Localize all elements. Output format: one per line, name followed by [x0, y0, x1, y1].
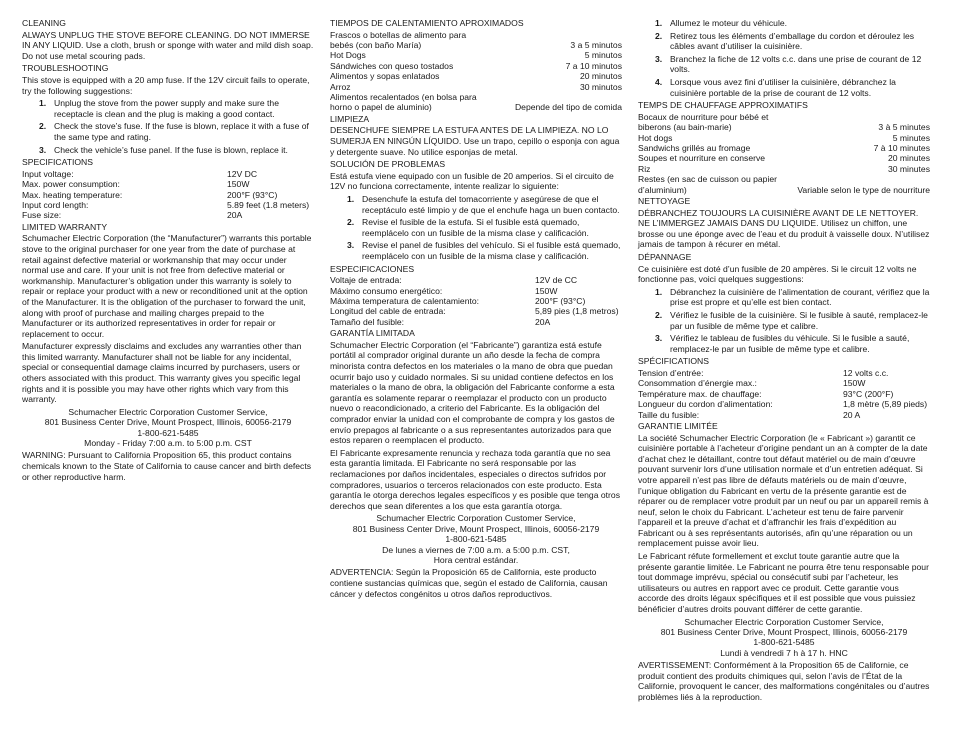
heating-time: 5 minutos [584, 50, 622, 61]
heating-time: 30 minutes [887, 163, 930, 174]
customer-service-block [638, 617, 930, 659]
spec-value: 12V DC [227, 168, 258, 179]
spec-label: Max. heating temperature: [22, 189, 123, 200]
table-row [638, 164, 930, 174]
step-text: Allumez le moteur du véhicule. [670, 18, 788, 28]
table-row [638, 368, 930, 378]
heating-time: 20 minutos [579, 71, 622, 82]
spec-label: Max. power consumption: [22, 179, 120, 190]
spec-label: Máximo consumo energético: [330, 285, 443, 296]
heating-times-heading: TIEMPOS DE CALENTAMIENTO APROXIMADOS [330, 18, 524, 28]
step-text: Check the vehicle’s fuse panel. If the fuse is blown, replace it. [54, 144, 288, 155]
step-text: Check the stove’s fuse. If the fuse is blown, replace it with a fuse of the same type and rating. [54, 121, 309, 142]
table-row [22, 210, 314, 220]
spec-value: 200°F (93°C) [227, 189, 278, 200]
spec-value: 12 volts c.c. [843, 367, 889, 378]
heating-time: 7 à 10 minutes [873, 142, 930, 153]
food-item: Alimentos y sopas enlatados [330, 71, 440, 82]
spec-value: 150W [227, 179, 250, 190]
heating-time: 3 à 5 minutes [878, 122, 930, 133]
heating-times-table [638, 112, 930, 195]
table-row [330, 286, 622, 296]
spec-label: Taille du fusible: [638, 409, 700, 420]
food-item: Frascos o botellas de alimento para bebés (con baño María) [330, 29, 467, 50]
company-phone: 1-800-621-5485 [137, 427, 199, 438]
troubleshooting-intro: This stove is equipped with a 20 amp fuse. If the 12V circuit fails to operate, try the following suggestions: [22, 74, 310, 96]
list-item [638, 31, 930, 52]
step-number: 1. [39, 98, 47, 109]
spec-label: Température max. de chauffage: [638, 388, 762, 399]
step-number: 1. [655, 18, 663, 28]
business-hours: Lundi à vendredi 7 h à 17 h. HNC [720, 647, 848, 658]
company-address: 801 Business Center Drive, Mount Prospect, Illinois, 60056-2179 [44, 417, 292, 428]
business-hours: De lunes a viernes de 7:00 a.m. a 5:00 p.m. CST, [382, 544, 570, 555]
spec-value: 93°C (200°F) [843, 388, 894, 399]
warranty-disclaimer: Le Fabricant réfute formellement et exclut toute garantie autre que la présente garantie limitée. Le Fabricant ne pourra être tenu responsable pour tout dommage imprévu, spécial ou consécutif subi par l’acheteur, les utilisateurs ou autres en rapport avec ce produit. Cette garantie vous accorde des droits légaux spécifiques et il est possible que vous puissiez bénéficier d’autres droits pouvant différer de cette garantie. [638, 551, 929, 615]
spec-value: 20 A [843, 409, 861, 420]
list-item [22, 98, 314, 119]
customer-service-block [330, 513, 622, 565]
table-row [330, 71, 622, 81]
spec-value: 1,8 mètre (5,89 pieds) [843, 399, 928, 410]
cleaning-text: DÉBRANCHEZ TOUJOURS LA CUISINIÈRE AVANT DE LE NETTOYER. NE L’IMMERGEZ JAMAIS DANS DU LIQUIDE. Utilisez un chiffon, une brosse ou une éponge avec de l’eau et du produit à vaisselle doux. N’utilisez jamais de tampon à récurer en métal. [638, 207, 930, 250]
list-item [638, 333, 930, 354]
spec-value: 150W [535, 285, 558, 296]
food-item: Bocaux de nourriture pour bébé et biberons (au bain-marie) [638, 111, 769, 133]
table-row [638, 378, 930, 388]
food-item: Alimentos recalentados (en bolsa para horno o papel de aluminio) [330, 92, 477, 113]
specifications-table [330, 275, 622, 327]
table-row [638, 133, 930, 143]
step-number: 1. [655, 286, 663, 297]
step-number: 2. [655, 309, 663, 320]
step-text: Lorsque vous avez fini d’utiliser la cuisinière, débranchez la cuisinière portable de la prise de courant de 12 volts. [670, 76, 896, 98]
food-item: Restes (en sac de cuisson ou papier d’aluminium) [638, 174, 778, 195]
step-number: 2. [39, 121, 47, 132]
troubleshooting-list [638, 287, 930, 355]
warranty-paragraph: Schumacher Electric Corporation (the “Manufacturer”) warrants this portable stove to the original purchaser for one year from the date of purchase at retail against defective material or workmanship that may occur under normal use and care. If your unit is not free from defective material or workmanship. Manufacturer’s obligation under this warranty is solely to repair or replace your product with a new or reconditioned unit at the option of the Manufacturer. It is the obligation of the purchaser to forward the unit, along with proof of purchase and mailing charges prepaid to the Manufacturer or its authorized representatives in order for repair or replacement to occur. [22, 233, 312, 339]
step-text: Desenchufe la estufa del tomacorriente y asegúrese de que el receptáculo esté limpio y de que el enchufe haga un buen contacto. [362, 194, 620, 215]
cleaning-heading: LIMPIEZA [330, 113, 370, 124]
list-item [330, 240, 622, 261]
step-number: 2. [347, 217, 355, 228]
spec-value: 200°F (93°C) [535, 295, 586, 306]
table-row [22, 169, 314, 179]
warranty-heading: GARANTIE LIMITÉE [638, 420, 718, 431]
step-number: 3. [655, 333, 663, 344]
prop65-warning: AVERTISSEMENT: Conformément à la Proposition 65 de Californie, ce produit contient des produits chimiques qui, selon l’avis de l’État de la Californie, provoquent le cancer, des malformations congénitales ou d’autres problèmes liés à la reproduction. [638, 660, 930, 703]
food-item: Arroz [330, 81, 351, 92]
company-address: 801 Business Center Drive, Mount Prospect, Illinois, 60056-2179 [660, 627, 908, 638]
step-text: Retirez tous les éléments d’emballage du cordon et déroulez les câbles avant d’utiliser la cuisinière. [670, 30, 915, 52]
troubleshooting-list [330, 194, 622, 262]
table-row [330, 82, 622, 92]
table-row [330, 30, 622, 51]
table-row [330, 92, 622, 113]
table-row [330, 306, 622, 316]
warranty-paragraph: La société Schumacher Electric Corporation (le « Fabricant ») garantit ce cuisinière portable à l’acheteur d’origine pendant un an à compter de la date d’achat chez le détaillant, contre tout défaut matériel ou de main d’œuvre pouvant survenir lors d’une utilisation normale et d’un entretien adéquat. Si votre appareil n’est pas libre de défauts matériels ou de main d’œuvre, l’unique obligation du Fabricant en vertu de la présente garantie est de réparer ou de remplacer votre produit par un neuf ou par un appareil remis à neuf, selon le choix du Fabricant. L’acheteur est tenu de faire parvenir l’appareil et la preuve d’achat et d’affranchir les frais d’expédition au Fabricant ou à ses représentants autorisés, afin qu’une réparation ou un remplacement puisse avoir lieu. [638, 432, 929, 549]
table-row [22, 190, 314, 200]
spec-value: 20A [227, 210, 243, 221]
spec-label: Consommation d’énergie max.: [638, 378, 757, 389]
french-column [638, 18, 930, 705]
specifications-heading: ESPECIFICACIONES [330, 263, 415, 274]
heating-time: 30 minutos [579, 81, 622, 92]
spec-label: Fuse size: [22, 210, 62, 221]
food-item: Riz [638, 163, 651, 174]
customer-service-block [22, 407, 314, 449]
specifications-heading: SPECIFICATIONS [22, 157, 93, 168]
table-row [330, 61, 622, 71]
food-item: Sándwiches con queso tostados [330, 60, 454, 71]
spanish-column [330, 18, 622, 601]
prop65-warning: ADVERTENCIA: Según la Proposición 65 de California, este producto contiene sustancias químicas que, según el estado de California, causan cáncer y defectos congénitos u otros daños reproductivos. [330, 567, 608, 599]
table-row [638, 153, 930, 163]
table-row [330, 317, 622, 327]
step-number: 3. [347, 240, 355, 251]
troubleshooting-heading: SOLUCIÓN DE PROBLEMAS [330, 159, 446, 170]
troubleshooting-list [22, 98, 314, 155]
company-phone: 1-800-621-5485 [753, 637, 815, 648]
cleaning-text: ALWAYS UNPLUG THE STOVE BEFORE CLEANING. DO NOT IMMERSE IN ANY LIQUID. Use a cloth, brush or sponge with water and mild dish soap. Do not use metal scouring pads. [22, 29, 314, 61]
warranty-heading: LIMITED WARRANTY [22, 221, 108, 232]
step-text: Vérifiez le fusible de la cuisinière. Si le fusible à sauté, remplacez-le par un fusible de même type et calibre. [670, 309, 928, 331]
company-phone: 1-800-621-5485 [445, 534, 507, 545]
heating-time: Variable selon le type de nourriture [797, 184, 930, 195]
table-row [22, 179, 314, 189]
cleaning-heading: NETTOYAGE [638, 196, 691, 206]
spec-value: 12V de CC [535, 275, 578, 286]
table-row [638, 112, 930, 133]
spec-value: 5,89 pies (1,8 metros) [535, 306, 619, 317]
warranty-disclaimer: El Fabricante expresamente renuncia y rechaza toda garantía que no sea esta garantía limitada. El Fabricante no será responsable por las reclamaciones por daños incidentales, especiales o directos sufridos por compradores, usuarios o terceros relacionados con este producto. Esta garantía le otorga derechos legales específicos y es posible que tenga otros derechos que sean diferentes a los que esta garantía otorga. [330, 447, 620, 511]
spec-label: Máxima temperatura de calentamiento: [330, 295, 480, 306]
company-name: Schumacher Electric Corporation Customer Service, [376, 513, 576, 524]
heating-time: 20 minutes [887, 153, 930, 164]
table-row [638, 174, 930, 195]
heating-times-heading: TEMPS DE CHAUFFAGE APPROXIMATIFS [638, 100, 808, 111]
spec-label: Input voltage: [22, 168, 74, 179]
troubleshooting-heading: DÉPANNAGE [638, 251, 692, 262]
step-number: 2. [655, 30, 663, 41]
food-item: Hot Dogs [330, 50, 366, 61]
heating-time: 7 a 10 minutos [565, 60, 622, 71]
food-item: Hot dogs [638, 132, 673, 143]
operation-steps-list [638, 18, 930, 98]
troubleshooting-intro: Ce cuisinière est doté d’un fusible de 20 ampères. Si le circuit 12 volts ne fonctionne pas, voici quelques suggestions: [638, 263, 917, 285]
table-row [22, 200, 314, 210]
warranty-heading: GARANTÍA LIMITADA [330, 328, 415, 339]
heating-time: 5 minutes [892, 132, 930, 143]
specifications-table [22, 169, 314, 221]
table-row [330, 296, 622, 306]
business-hours: Monday - Friday 7:00 a.m. to 5:00 p.m. CST [84, 438, 252, 449]
table-row [638, 410, 930, 420]
step-text: Revise el fusible de la estufa. Si el fusible está quemado, reemplácelo con un fusible de la misma clase y calificación. [362, 217, 589, 238]
step-number: 3. [39, 144, 47, 155]
heating-times-table [330, 30, 622, 113]
step-number: 3. [655, 53, 663, 64]
list-item [638, 18, 930, 29]
list-item [330, 217, 622, 238]
list-item [330, 194, 622, 215]
spec-value: 150W [843, 378, 866, 389]
troubleshooting-heading: TROUBLESHOOTING [22, 63, 109, 74]
spec-label: Voltaje de entrada: [330, 275, 402, 286]
warranty-disclaimer: Manufacturer expressly disclaims and excludes any warranties other than this limited warranty. Manufacturer shall not be liable for any incidental, special or consequential damage claims incurred by purchasers, users or others associated with this product. This warranty gives you specific legal rights and it is possible you may have other rights which vary from this warranty. [22, 341, 302, 405]
spec-value: 20A [535, 316, 551, 327]
table-row [638, 143, 930, 153]
step-text: Unplug the stove from the power supply and make sure the receptacle is clean and the plug is making a good contact. [54, 98, 279, 119]
spec-value: 5.89 feet (1.8 meters) [227, 199, 310, 210]
company-name: Schumacher Electric Corporation Customer Service, [684, 616, 884, 627]
spec-label: Tamaño del fusible: [330, 316, 405, 327]
list-item [638, 287, 930, 308]
troubleshooting-intro: Está estufa viene equipado con un fusible de 20 amperios. Si el circuito de 12V no funciona correctamente, intente realizar lo siguiente: [330, 170, 614, 192]
step-text: Revise el panel de fusibles del vehículo. Si el fusible está quemado, reemplácelo con un fusible de la misma clase y calificación. [362, 240, 621, 261]
list-item [22, 145, 314, 156]
step-number: 4. [655, 76, 663, 87]
specifications-table [638, 368, 930, 420]
spec-label: Longueur du cordon d’alimentation: [638, 399, 773, 410]
step-text: Branchez la fiche de 12 volts c.c. dans une prise de courant de 12 volts. [670, 53, 922, 75]
spec-label: Tension d’entrée: [638, 367, 704, 378]
food-item: Sandwichs grillés au fromage [638, 142, 751, 153]
table-row [330, 50, 622, 60]
company-address: 801 Business Center Drive, Mount Prospect, Illinois, 60056-2179 [352, 523, 600, 534]
cleaning-heading: CLEANING [22, 18, 66, 28]
list-item [638, 310, 930, 331]
step-number: 1. [347, 194, 355, 204]
spec-label: Input cord length: [22, 199, 89, 210]
step-text: Vérifiez le tableau de fusibles du véhicule. Si le fusible a sauté, remplacez-le par un fusible de même type et calibre. [670, 333, 910, 354]
list-item [638, 54, 930, 75]
company-name: Schumacher Electric Corporation Customer Service, [68, 406, 268, 417]
spec-label: Longitud del cable de entrada: [330, 306, 446, 317]
prop65-warning: WARNING: Pursuant to California Proposition 65, this product contains chemicals known to the State of California to cause cancer and birth defects or other reproductive harm. [22, 450, 312, 482]
heating-time: 3 a 5 minutos [570, 40, 622, 50]
heating-time: Depende del tipo de comida [514, 102, 622, 113]
warranty-paragraph: Schumacher Electric Corporation (el “Fabricante”) garantiza está estufe portátil al comprador original durante un año desde la fecha de compra minorista contra defectos en los materiales o la mano de obra que puedan ocurrir bajo uso y cuidado normales. Si su unidad contiene defectos en los materiales o la mano de obra, la obligación del Fabricante conforme a esta garantía es solamente reparar o reemplazar el producto con un producto nuevo o reacondicionado, a criterio del Fabricante. Es la obligación del comprador enviar la unidad con el comprobante de compra y los gastos de envío prepagos al fabricante o a sus representantes autorizados para que estos reparen o reemplacen el producto. [330, 339, 615, 446]
specifications-heading: SPÉCIFICATIONS [638, 356, 709, 367]
table-row [638, 399, 930, 409]
list-item [638, 77, 930, 98]
table-row [330, 275, 622, 285]
table-row [638, 389, 930, 399]
food-item: Soupes et nourriture en conserve [638, 153, 766, 164]
time-zone: Hora central estándar. [433, 554, 519, 565]
cleaning-text: DESENCHUFE SIEMPRE LA ESTUFA ANTES DE LA LIMPIEZA. NO LO SUMERJA EN NINGÚN LÍQUIDO. Use un trapo, cepillo o esponja con agua y detergente suave. No utilice esponjas de metal. [330, 125, 620, 157]
english-column [22, 18, 314, 484]
list-item [22, 121, 314, 142]
step-text: Débranchez la cuisinière de l’alimentation de courant, vérifiez que la prise est propre et qu’elle est bien contact. [670, 286, 930, 308]
